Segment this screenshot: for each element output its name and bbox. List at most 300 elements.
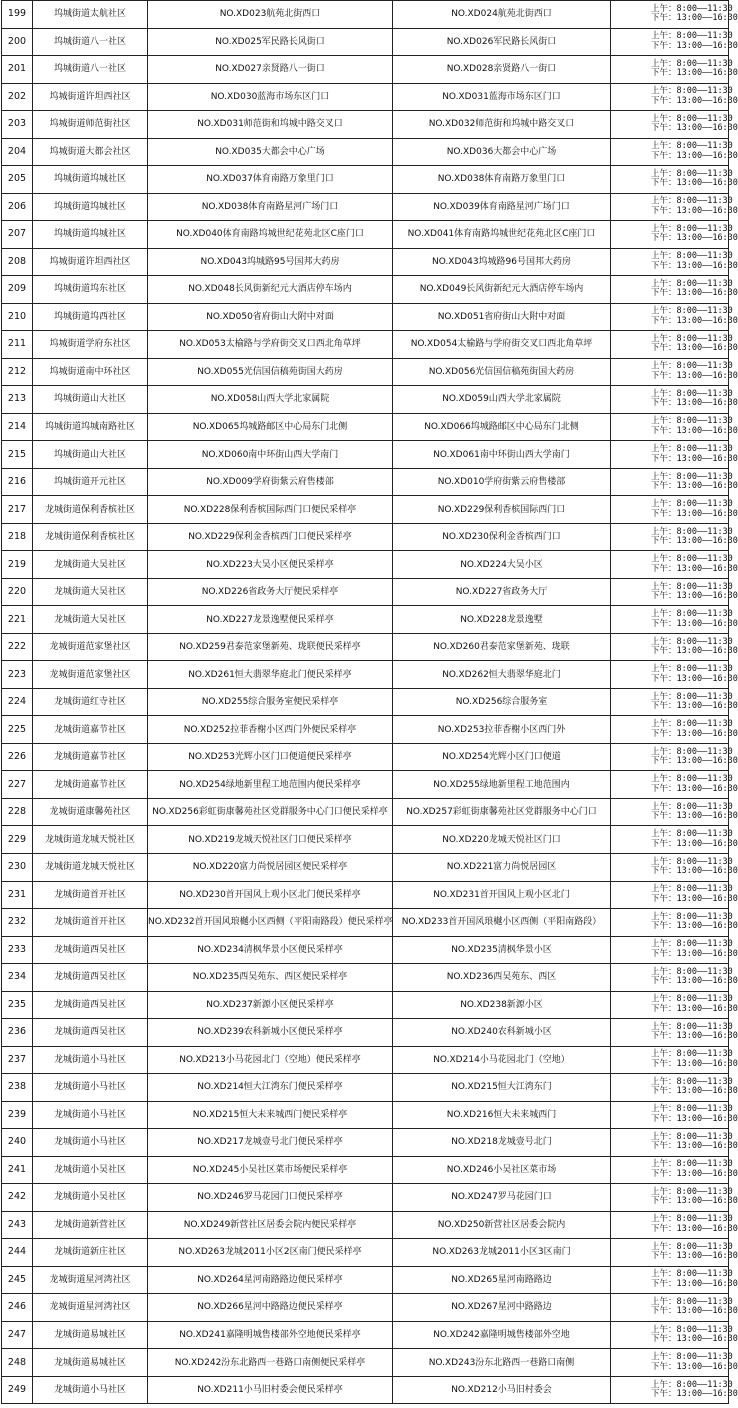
sampling-site-1: NO.XD009学府街紫云府售楼部 bbox=[148, 468, 393, 496]
table-row bbox=[2, 248, 729, 276]
opening-hours bbox=[611, 1266, 738, 1294]
afternoon-hours: 下午：13:00——16:30 bbox=[651, 893, 738, 904]
afternoon-hours: 下午：13:00——16:30 bbox=[651, 1334, 738, 1344]
afternoon-hours: 下午：13:00——16:30 bbox=[651, 838, 738, 849]
sampling-site-1: NO.XD226省政务大厅便民采样亭 bbox=[148, 578, 393, 606]
sampling-site-1: NO.XD254绿地新里程工地范围内便民采样亭 bbox=[148, 771, 393, 799]
opening-hours bbox=[611, 743, 738, 771]
sampling-site-1: NO.XD255综合服务室便民采样亭 bbox=[148, 688, 393, 716]
table-row bbox=[2, 633, 729, 661]
row-number: 201 bbox=[2, 56, 33, 84]
morning-hours: 上午：8:00——11:30 bbox=[651, 1379, 733, 1390]
sampling-site-2: NO.XD246小吴社区菜市场 bbox=[393, 1156, 611, 1184]
sampling-site-2: NO.XD227省政务大厅 bbox=[393, 578, 611, 606]
morning-hours: 上午：8:00——11:30 bbox=[651, 278, 733, 289]
opening-hours bbox=[611, 964, 738, 992]
morning-hours: 上午：8:00——11:30 bbox=[651, 333, 733, 344]
table-row bbox=[2, 1184, 729, 1212]
table-row bbox=[2, 111, 729, 139]
opening-hours bbox=[611, 716, 738, 744]
table-row bbox=[2, 688, 729, 716]
morning-hours: 上午：8:00——11:30 bbox=[651, 444, 733, 454]
community-name: 龙城街道保利香槟社区 bbox=[33, 523, 148, 551]
sampling-site-1: NO.XD055光信国信稿苑街国大药房 bbox=[148, 358, 393, 386]
table-row bbox=[2, 798, 729, 826]
morning-hours: 上午：8:00——11:30 bbox=[651, 471, 733, 482]
community-name: 坞城街道山大社区 bbox=[33, 441, 148, 469]
opening-hours bbox=[611, 1074, 738, 1102]
community-name: 龙城街道首开社区 bbox=[33, 881, 148, 909]
sampling-site-2: NO.XD265星河南路路边 bbox=[393, 1266, 611, 1294]
table-row bbox=[2, 826, 729, 854]
opening-hours bbox=[611, 853, 738, 881]
afternoon-hours: 下午：13:00——16:30 bbox=[651, 123, 738, 134]
sampling-site-1: NO.XD030蓝海市场东区门口 bbox=[148, 83, 393, 111]
sampling-site-1: NO.XD239农科新城小区便民采样亭 bbox=[148, 1019, 393, 1047]
sampling-site-2: NO.XD262恒大翡翠华庭北门 bbox=[393, 661, 611, 689]
sampling-site-1: NO.XD252拉菲香榭小区西门外便民采样亭 bbox=[148, 716, 393, 744]
table-row bbox=[2, 578, 729, 606]
opening-hours bbox=[611, 1349, 738, 1377]
sampling-site-2: NO.XD253拉菲香榭小区西门外 bbox=[393, 716, 611, 744]
table-row bbox=[2, 193, 729, 221]
row-number: 227 bbox=[2, 771, 33, 799]
sampling-site-1: NO.XD065坞城路邮区中心局东门北侧 bbox=[148, 413, 393, 441]
row-number: 216 bbox=[2, 468, 33, 496]
table-row bbox=[2, 1101, 729, 1129]
sampling-site-2: NO.XD056光信国信稿苑街国大药房 bbox=[393, 358, 611, 386]
opening-hours bbox=[611, 661, 738, 689]
morning-hours: 上午：8:00——11:30 bbox=[651, 1352, 733, 1363]
table-row bbox=[2, 83, 729, 111]
row-number: 236 bbox=[2, 1019, 33, 1047]
sampling-site-2: NO.XD238新源小区 bbox=[393, 991, 611, 1019]
sampling-site-1: NO.XD048长风街新纪元大酒店停车场内 bbox=[148, 276, 393, 304]
sampling-site-2: NO.XD235清枫华景小区 bbox=[393, 936, 611, 964]
row-number: 209 bbox=[2, 276, 33, 304]
row-number: 211 bbox=[2, 331, 33, 359]
afternoon-hours: 下午：13:00——16:30 bbox=[651, 178, 738, 189]
sampling-site-1: NO.XD058山西大学北家属院 bbox=[148, 386, 393, 414]
afternoon-hours: 下午：13:00——16:30 bbox=[651, 1223, 738, 1234]
table-row bbox=[2, 1, 729, 29]
opening-hours bbox=[611, 193, 738, 221]
opening-hours bbox=[611, 909, 738, 937]
afternoon-hours: 下午：13:00——16:30 bbox=[651, 40, 738, 51]
sampling-site-1: NO.XD211小马旧村委会便民采样亭 bbox=[148, 1376, 393, 1404]
afternoon-hours: 下午：13:00——16:30 bbox=[651, 288, 738, 299]
sampling-site-2: NO.XD263龙城2011小区3区南门 bbox=[393, 1239, 611, 1267]
community-name: 坞城街道许坦西社区 bbox=[33, 83, 148, 111]
row-number: 233 bbox=[2, 936, 33, 964]
opening-hours bbox=[611, 386, 738, 414]
community-name: 坞城街道山大社区 bbox=[33, 386, 148, 414]
morning-hours: 上午：8:00——11:30 bbox=[651, 911, 733, 922]
table-row bbox=[2, 303, 729, 331]
morning-hours: 上午：8:00——11:30 bbox=[651, 1076, 733, 1087]
sampling-site-2: NO.XD032师范街和坞城中路交叉口 bbox=[393, 111, 611, 139]
sampling-site-1: NO.XD223大吴小区便民采样亭 bbox=[148, 551, 393, 579]
afternoon-hours: 下午：13:00——16:30 bbox=[651, 343, 738, 354]
community-name: 龙城街道大吴社区 bbox=[33, 578, 148, 606]
community-name: 龙城街道范家堡社区 bbox=[33, 661, 148, 689]
row-number: 202 bbox=[2, 83, 33, 111]
opening-hours bbox=[611, 826, 738, 854]
row-number: 223 bbox=[2, 661, 33, 689]
table-row bbox=[2, 331, 729, 359]
sampling-site-2: NO.XD215恒大江湾东门 bbox=[393, 1074, 611, 1102]
community-name: 龙城街道新庄社区 bbox=[33, 1239, 148, 1267]
opening-hours bbox=[611, 358, 738, 386]
opening-hours bbox=[611, 523, 738, 551]
morning-hours: 上午：8:00——11:30 bbox=[651, 251, 733, 262]
sampling-site-2: NO.XD256综合服务室 bbox=[393, 688, 611, 716]
opening-hours bbox=[611, 276, 738, 304]
sampling-site-1: NO.XD259君泰范家堡新苑、珑联便民采样亭 bbox=[148, 633, 393, 661]
opening-hours bbox=[611, 633, 738, 661]
afternoon-hours: 下午：13:00——16:30 bbox=[651, 1168, 738, 1179]
morning-hours: 上午：8:00——11:30 bbox=[651, 994, 733, 1005]
morning-hours: 上午：8:00——11:30 bbox=[651, 1324, 733, 1335]
morning-hours: 上午：8:00——11:30 bbox=[651, 581, 733, 592]
row-number: 206 bbox=[2, 193, 33, 221]
row-number: 238 bbox=[2, 1074, 33, 1102]
morning-hours: 上午：8:00——11:30 bbox=[651, 1104, 733, 1115]
morning-hours: 上午：8:00——11:30 bbox=[651, 168, 733, 179]
morning-hours: 上午：8:00——11:30 bbox=[651, 884, 733, 895]
sampling-site-2: NO.XD024航苑北街西口 bbox=[393, 1, 611, 29]
afternoon-hours: 下午：13:00——16:30 bbox=[651, 370, 738, 381]
row-number: 228 bbox=[2, 798, 33, 826]
morning-hours: 上午：8:00——11:30 bbox=[651, 1296, 733, 1307]
community-name: 坞城街道坞西社区 bbox=[33, 303, 148, 331]
afternoon-hours: 下午：13:00——16:30 bbox=[651, 1389, 738, 1400]
opening-hours bbox=[611, 1211, 738, 1239]
afternoon-hours: 下午：13:00——16:30 bbox=[651, 205, 738, 216]
sampling-site-2: NO.XD038体育南路万象里门口 bbox=[393, 166, 611, 194]
table-row bbox=[2, 1321, 729, 1349]
afternoon-hours: 下午：13:00——16:30 bbox=[651, 756, 738, 767]
row-number: 215 bbox=[2, 441, 33, 469]
table-row bbox=[2, 1019, 729, 1047]
sampling-site-2: NO.XD051省府街山大附中对面 bbox=[393, 303, 611, 331]
morning-hours: 上午：8:00——11:30 bbox=[651, 1021, 733, 1032]
community-name: 龙城街道易城社区 bbox=[33, 1321, 148, 1349]
afternoon-hours: 下午：13:00——16:30 bbox=[651, 150, 738, 161]
row-number: 234 bbox=[2, 964, 33, 992]
opening-hours bbox=[611, 688, 738, 716]
table-row bbox=[2, 276, 729, 304]
sampling-site-1: NO.XD232首开国风琅樾小区西侧（平阳南路段）便民采样亭 bbox=[148, 909, 393, 937]
sampling-site-1: NO.XD266星河中路路边便民采样亭 bbox=[148, 1294, 393, 1322]
community-name: 坞城街道八一社区 bbox=[33, 28, 148, 56]
community-name: 龙城街道易城社区 bbox=[33, 1349, 148, 1377]
community-name: 龙城街道小吴社区 bbox=[33, 1156, 148, 1184]
row-number: 241 bbox=[2, 1156, 33, 1184]
sampling-site-1: NO.XD242汾东北路西一巷路口南侧便民采样亭 bbox=[148, 1349, 393, 1377]
sampling-site-1: NO.XD023航苑北街西口 bbox=[148, 1, 393, 29]
sampling-site-1: NO.XD264星河南路路边便民采样亭 bbox=[148, 1266, 393, 1294]
afternoon-hours: 下午：13:00——16:30 bbox=[651, 1086, 738, 1097]
opening-hours bbox=[611, 1376, 738, 1404]
table-row bbox=[2, 166, 729, 194]
community-name: 龙城街道龙城天悦社区 bbox=[33, 853, 148, 881]
sampling-site-1: NO.XD253光辉小区门口便道便民采样亭 bbox=[148, 743, 393, 771]
opening-hours bbox=[611, 441, 738, 469]
sampling-site-2: NO.XD242嘉隆明城售楼部外空地 bbox=[393, 1321, 611, 1349]
sampling-site-2: NO.XD231首开国风上观小区北门 bbox=[393, 881, 611, 909]
afternoon-hours: 下午：13:00——16:30 bbox=[651, 481, 738, 492]
sampling-site-2: NO.XD236西吴苑东、西区 bbox=[393, 964, 611, 992]
opening-hours bbox=[611, 798, 738, 826]
table-body bbox=[2, 1, 738, 1404]
sampling-site-2: NO.XD224大吴小区 bbox=[393, 551, 611, 579]
morning-hours: 上午：8:00——11:30 bbox=[651, 664, 733, 675]
row-number: 249 bbox=[2, 1376, 33, 1404]
community-name: 龙城街道保利香槟社区 bbox=[33, 496, 148, 524]
row-number: 240 bbox=[2, 1129, 33, 1157]
row-number: 220 bbox=[2, 578, 33, 606]
morning-hours: 上午：8:00——11:30 bbox=[651, 306, 733, 317]
morning-hours: 上午：8:00——11:30 bbox=[651, 939, 733, 950]
afternoon-hours: 下午：13:00——16:30 bbox=[651, 591, 738, 602]
row-number: 222 bbox=[2, 633, 33, 661]
row-number: 221 bbox=[2, 606, 33, 634]
community-name: 龙城街道范家堡社区 bbox=[33, 633, 148, 661]
afternoon-hours: 下午：13:00——16:30 bbox=[651, 260, 738, 271]
morning-hours: 上午：8:00——11:30 bbox=[651, 113, 733, 124]
row-number: 203 bbox=[2, 111, 33, 139]
opening-hours bbox=[611, 1239, 738, 1267]
afternoon-hours: 下午：13:00——16:30 bbox=[651, 1031, 738, 1042]
table-row bbox=[2, 1239, 729, 1267]
community-name: 坞城街道开元社区 bbox=[33, 468, 148, 496]
sampling-site-1: NO.XD031师范街和坞城中路交叉口 bbox=[148, 111, 393, 139]
opening-hours bbox=[611, 1156, 738, 1184]
community-name: 龙城街道新营社区 bbox=[33, 1211, 148, 1239]
morning-hours: 上午：8:00——11:30 bbox=[651, 1214, 733, 1225]
afternoon-hours: 下午：13:00——16:30 bbox=[651, 728, 738, 739]
afternoon-hours: 下午：13:00——16:30 bbox=[651, 673, 738, 684]
row-number: 218 bbox=[2, 523, 33, 551]
sampling-site-1: NO.XD217龙城壹号北门便民采样亭 bbox=[148, 1129, 393, 1157]
afternoon-hours: 下午：13:00——16:30 bbox=[651, 315, 738, 326]
sampling-site-1: NO.XD025军民路长风街口 bbox=[148, 28, 393, 56]
table-row bbox=[2, 881, 729, 909]
sampling-site-1: NO.XD040体育南路坞城世纪花苑北区C座门口 bbox=[148, 221, 393, 249]
morning-hours: 上午：8:00——11:30 bbox=[651, 388, 733, 399]
sampling-site-2: NO.XD054太榆路与学府街交叉口西北角草坪 bbox=[393, 331, 611, 359]
sampling-site-1: NO.XD230首开国风上观小区北门便民采样亭 bbox=[148, 881, 393, 909]
morning-hours: 上午：8:00——11:30 bbox=[651, 31, 733, 42]
table-row bbox=[2, 413, 729, 441]
afternoon-hours: 下午：13:00——16:30 bbox=[651, 563, 738, 574]
morning-hours: 上午：8:00——11:30 bbox=[651, 3, 733, 14]
opening-hours bbox=[611, 991, 738, 1019]
afternoon-hours: 下午：13:00——16:30 bbox=[651, 976, 738, 987]
community-name: 坞城街道许坦西社区 bbox=[33, 248, 148, 276]
community-name: 坞城街道坞城南路社区 bbox=[33, 413, 148, 441]
sampling-site-1: NO.XD050省府街山大附中对面 bbox=[148, 303, 393, 331]
afternoon-hours: 下午：13:00——16:30 bbox=[651, 701, 738, 712]
community-name: 龙城街道嘉节社区 bbox=[33, 743, 148, 771]
row-number: 246 bbox=[2, 1294, 33, 1322]
sampling-site-1: NO.XD027亲贤路八一街口 bbox=[148, 56, 393, 84]
table-row bbox=[2, 606, 729, 634]
row-number: 243 bbox=[2, 1211, 33, 1239]
sampling-site-2: NO.XD043坞城路96号国邦大药房 bbox=[393, 248, 611, 276]
community-name: 坞城街道坞城社区 bbox=[33, 166, 148, 194]
morning-hours: 上午：8:00——11:30 bbox=[651, 1049, 733, 1060]
morning-hours: 上午：8:00——11:30 bbox=[651, 223, 733, 234]
opening-hours bbox=[611, 936, 738, 964]
sampling-site-2: NO.XD243汾东北路西一巷路口南侧 bbox=[393, 1349, 611, 1377]
afternoon-hours: 下午：13:00——16:30 bbox=[651, 68, 738, 79]
row-number: 214 bbox=[2, 413, 33, 441]
sampling-site-2: NO.XD240农科新城小区 bbox=[393, 1019, 611, 1047]
opening-hours bbox=[611, 1184, 738, 1212]
sampling-site-2: NO.XD230保利金香槟西门口 bbox=[393, 523, 611, 551]
morning-hours: 上午：8:00——11:30 bbox=[651, 856, 733, 867]
afternoon-hours: 下午：13:00——16:30 bbox=[651, 1003, 738, 1014]
afternoon-hours: 下午：13:00——16:30 bbox=[651, 1361, 738, 1372]
morning-hours: 上午：8:00——11:30 bbox=[651, 141, 733, 152]
community-name: 龙城街道康馨苑社区 bbox=[33, 798, 148, 826]
afternoon-hours: 下午：13:00——16:30 bbox=[651, 948, 738, 959]
sampling-site-1: NO.XD227龙景逸墅便民采样亭 bbox=[148, 606, 393, 634]
community-name: 龙城街道小马社区 bbox=[33, 1074, 148, 1102]
row-number: 245 bbox=[2, 1266, 33, 1294]
sampling-site-2: NO.XD212小马旧村委会 bbox=[393, 1376, 611, 1404]
row-number: 226 bbox=[2, 743, 33, 771]
afternoon-hours: 下午：13:00——16:30 bbox=[651, 233, 738, 244]
morning-hours: 上午：8:00——11:30 bbox=[651, 636, 733, 647]
morning-hours: 上午：8:00——11:30 bbox=[651, 966, 733, 977]
afternoon-hours: 下午：13:00——16:30 bbox=[651, 921, 738, 932]
morning-hours: 上午：8:00——11:30 bbox=[651, 58, 733, 69]
community-name: 坞城街道坞城社区 bbox=[33, 193, 148, 221]
opening-hours bbox=[611, 1046, 738, 1074]
sampling-site-2: NO.XD250新营社区居委会院内 bbox=[393, 1211, 611, 1239]
sampling-site-2: NO.XD028亲贤路八一街口 bbox=[393, 56, 611, 84]
sampling-site-2: NO.XD257彩虹街康馨苑社区党群服务中心门口 bbox=[393, 798, 611, 826]
row-number: 204 bbox=[2, 138, 33, 166]
sampling-site-2: NO.XD247罗马花园门口 bbox=[393, 1184, 611, 1212]
opening-hours bbox=[611, 468, 738, 496]
community-name: 龙城街道首开社区 bbox=[33, 909, 148, 937]
sampling-site-1: NO.XD053太榆路与学府街交叉口西北角草坪 bbox=[148, 331, 393, 359]
sampling-site-2: NO.XD036大都会中心广场 bbox=[393, 138, 611, 166]
sampling-site-1: NO.XD060南中环街山西大学南门 bbox=[148, 441, 393, 469]
sampling-site-1: NO.XD256彩虹街康馨苑社区党群服务中心门口便民采样亭 bbox=[148, 798, 393, 826]
morning-hours: 上午：8:00——11:30 bbox=[651, 774, 733, 785]
opening-hours bbox=[611, 551, 738, 579]
sampling-site-1: NO.XD043坞城路95号国邦大药房 bbox=[148, 248, 393, 276]
afternoon-hours: 下午：13:00——16:30 bbox=[651, 618, 738, 629]
community-name: 龙城街道西吴社区 bbox=[33, 1019, 148, 1047]
row-number: 230 bbox=[2, 853, 33, 881]
table-row bbox=[2, 964, 729, 992]
table-row bbox=[2, 1349, 729, 1377]
opening-hours bbox=[611, 1129, 738, 1157]
sampling-site-2: NO.XD214小马花园北门（空地） bbox=[393, 1046, 611, 1074]
afternoon-hours: 下午：13:00——16:30 bbox=[651, 95, 738, 106]
afternoon-hours: 下午：13:00——16:30 bbox=[651, 1278, 738, 1289]
sampling-site-2: NO.XD049长风街新纪元大酒店停车场内 bbox=[393, 276, 611, 304]
morning-hours: 上午：8:00——11:30 bbox=[651, 86, 733, 97]
opening-hours bbox=[611, 1294, 738, 1322]
sampling-site-2: NO.XD039体育南路星河广场门口 bbox=[393, 193, 611, 221]
community-name: 龙城街道红寺社区 bbox=[33, 688, 148, 716]
community-name: 龙城街道嘉节社区 bbox=[33, 771, 148, 799]
table-row bbox=[2, 496, 729, 524]
sampling-site-1: NO.XD215恒大未来城西门便民采样亭 bbox=[148, 1101, 393, 1129]
community-name: 龙城街道龙城天悦社区 bbox=[33, 826, 148, 854]
sampling-site-2: NO.XD216恒大未来城西门 bbox=[393, 1101, 611, 1129]
row-number: 244 bbox=[2, 1239, 33, 1267]
table-row bbox=[2, 1294, 729, 1322]
afternoon-hours: 下午：13:00——16:30 bbox=[651, 13, 738, 24]
row-number: 200 bbox=[2, 28, 33, 56]
row-number: 199 bbox=[2, 1, 33, 29]
sampling-site-1: NO.XD220富力尚悦居园区便民采样亭 bbox=[148, 853, 393, 881]
community-name: 坞城街道太航社区 bbox=[33, 1, 148, 29]
table-row bbox=[2, 1156, 729, 1184]
table-row bbox=[2, 523, 729, 551]
community-name: 龙城街道嘉节社区 bbox=[33, 716, 148, 744]
opening-hours bbox=[611, 331, 738, 359]
community-name: 龙城街道西吴社区 bbox=[33, 936, 148, 964]
table-row bbox=[2, 56, 729, 84]
sampling-site-2: NO.XD267星河中路路边 bbox=[393, 1294, 611, 1322]
sampling-site-1: NO.XD214恒大江湾东门便民采样亭 bbox=[148, 1074, 393, 1102]
row-number: 237 bbox=[2, 1046, 33, 1074]
table-row bbox=[2, 936, 729, 964]
sampling-site-2: NO.XD059山西大学北家属院 bbox=[393, 386, 611, 414]
afternoon-hours: 下午：13:00——16:30 bbox=[651, 1113, 738, 1124]
morning-hours: 上午：8:00——11:30 bbox=[651, 361, 733, 372]
morning-hours: 上午：8:00——11:30 bbox=[651, 499, 733, 510]
table-row bbox=[2, 221, 729, 249]
community-name: 坞城街道南中环社区 bbox=[33, 358, 148, 386]
opening-hours bbox=[611, 166, 738, 194]
row-number: 224 bbox=[2, 688, 33, 716]
community-name: 坞城街道八一社区 bbox=[33, 56, 148, 84]
sampling-site-2: NO.XD218龙城壹号北门 bbox=[393, 1129, 611, 1157]
morning-hours: 上午：8:00——11:30 bbox=[651, 1159, 733, 1170]
row-number: 210 bbox=[2, 303, 33, 331]
opening-hours bbox=[611, 881, 738, 909]
community-name: 龙城街道星河湾社区 bbox=[33, 1294, 148, 1322]
opening-hours bbox=[611, 56, 738, 84]
table-row bbox=[2, 661, 729, 689]
table-row bbox=[2, 468, 729, 496]
community-name: 龙城街道星河湾社区 bbox=[33, 1266, 148, 1294]
morning-hours: 上午：8:00——11:30 bbox=[651, 1269, 733, 1280]
afternoon-hours: 下午：13:00——16:30 bbox=[651, 1196, 738, 1207]
sampling-site-1: NO.XD038体育南路星河广场门口 bbox=[148, 193, 393, 221]
sampling-site-1: NO.XD037体育南路万象里门口 bbox=[148, 166, 393, 194]
table-row bbox=[2, 386, 729, 414]
sampling-site-2: NO.XD066坞城路邮区中心局东门北侧 bbox=[393, 413, 611, 441]
community-name: 龙城街道小马社区 bbox=[33, 1101, 148, 1129]
afternoon-hours: 下午：13:00——16:30 bbox=[651, 453, 738, 464]
row-number: 231 bbox=[2, 881, 33, 909]
sampling-site-2: NO.XD229保利香槟国际西门口 bbox=[393, 496, 611, 524]
afternoon-hours: 下午：13:00——16:30 bbox=[651, 425, 738, 436]
sampling-site-1: NO.XD249新营社区居委会院内便民采样亭 bbox=[148, 1211, 393, 1239]
sampling-site-1: NO.XD261恒大翡翠华庭北门便民采样亭 bbox=[148, 661, 393, 689]
